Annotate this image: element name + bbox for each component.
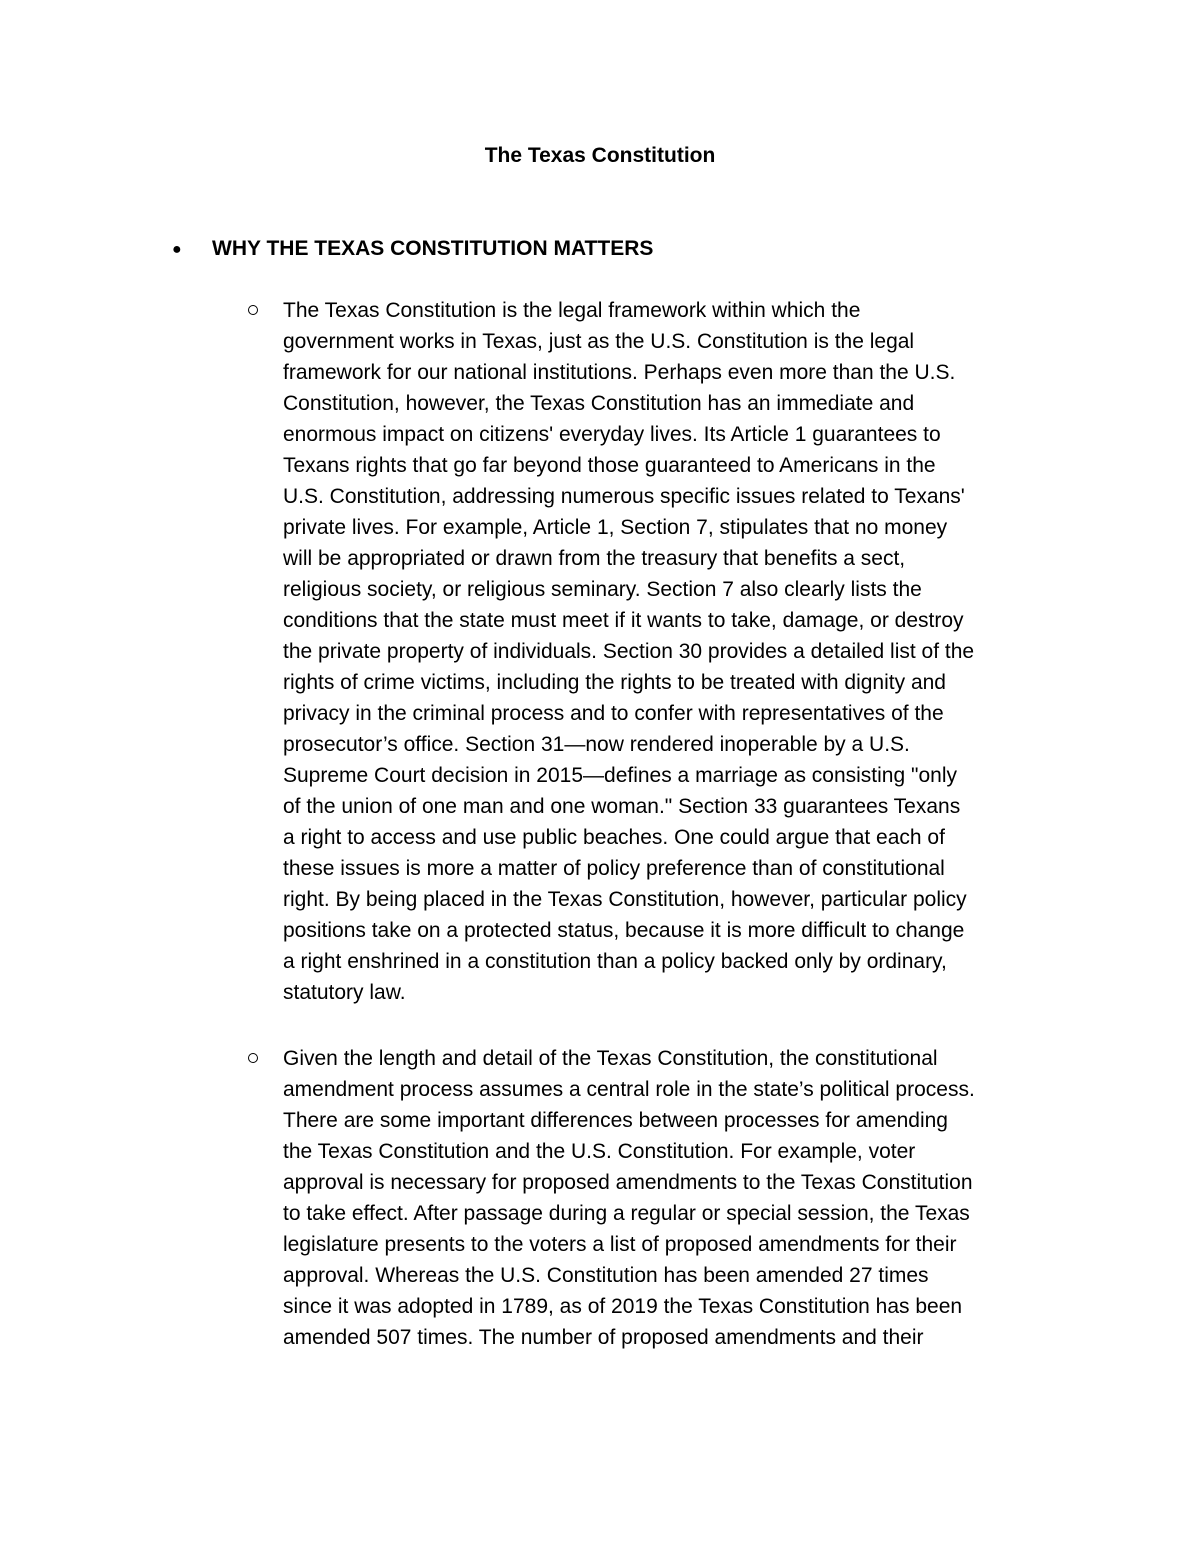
paragraph-line: amendment process assumes a central role in the state’s political process. — [283, 1078, 975, 1101]
paragraph-line: since it was adopted in 1789, as of 2019 the Texas Constitution has been — [283, 1295, 963, 1318]
document-title: The Texas Constitution — [484, 144, 716, 167]
paragraph-line: will be appropriated or drawn from the treasury that benefits a sect, — [283, 547, 906, 570]
paragraph-line: government works in Texas, just as the U.S. Constitution is the legal — [283, 330, 915, 353]
paragraph-line: U.S. Constitution, addressing numerous specific issues related to Texans' — [283, 485, 965, 508]
paragraph-line: religious society, or religious seminary. Section 7 also clearly lists the — [283, 578, 922, 601]
paragraph-line: Constitution, however, the Texas Constitution has an immediate and — [283, 392, 915, 415]
paragraph-line: amended 507 times. The number of proposed amendments and their — [283, 1326, 924, 1349]
paragraph-line: approval is necessary for proposed amendments to the Texas Constitution — [283, 1171, 973, 1194]
paragraph-1-lines — [283, 295, 1073, 1008]
paragraph-line: The Texas Constitution is the legal framework within which the — [283, 299, 861, 322]
bullet-icon: ● — [172, 241, 182, 258]
paragraph-line: right. By being placed in the Texas Constitution, however, particular policy — [283, 888, 967, 911]
paragraph-line: a right enshrined in a constitution than a policy backed only by ordinary, — [283, 950, 947, 973]
paragraph-line: positions take on a protected status, because it is more difficult to change — [283, 919, 965, 942]
paragraph-line: conditions that the state must meet if it wants to take, damage, or destroy — [283, 609, 964, 632]
paragraph-2 — [283, 1043, 1073, 1353]
paragraph-line: framework for our national institutions. Perhaps even more than the U.S. — [283, 361, 956, 384]
paragraph-line: a right to access and use public beaches. One could argue that each of — [283, 826, 945, 849]
paragraph-line: prosecutor’s office. Section 31—now rendered inoperable by a U.S. — [283, 733, 910, 756]
paragraph-line: statutory law. — [283, 981, 406, 1004]
paragraph-line: these issues is more a matter of policy preference than of constitutional — [283, 857, 945, 880]
paragraph-line: Texans rights that go far beyond those guaranteed to Americans in the — [283, 454, 936, 477]
paragraph-line: private lives. For example, Article 1, Section 7, stipulates that no money — [283, 516, 948, 539]
paragraph-1 — [283, 295, 1073, 1008]
hollow-bullet-icon — [248, 305, 258, 315]
paragraph-line: legislature presents to the voters a list of proposed amendments for their — [283, 1233, 957, 1256]
paragraph-line: enormous impact on citizens' everyday lives. Its Article 1 guarantees to — [283, 423, 941, 446]
paragraph-line: the private property of individuals. Section 30 provides a detailed list of the — [283, 640, 975, 663]
paragraph-line: the Texas Constitution and the U.S. Constitution. For example, voter — [283, 1140, 916, 1163]
section-heading-text: WHY THE TEXAS CONSTITUTION MATTERS — [212, 237, 654, 260]
paragraph-2-lines — [283, 1043, 1073, 1353]
paragraph-line: approval. Whereas the U.S. Constitution has been amended 27 times — [283, 1264, 929, 1287]
paragraph-line: Given the length and detail of the Texas Constitution, the constitutional — [283, 1047, 938, 1070]
paragraph-line: to take effect. After passage during a regular or special session, the Texas — [283, 1202, 970, 1225]
paragraph-line: Supreme Court decision in 2015—defines a marriage as consisting "only — [283, 764, 957, 787]
paragraph-line: privacy in the criminal process and to confer with representatives of the — [283, 702, 944, 725]
paragraph-line: rights of crime victims, including the rights to be treated with dignity and — [283, 671, 946, 694]
paragraph-line: of the union of one man and one woman." Section 33 guarantees Texans — [283, 795, 961, 818]
hollow-bullet-icon — [248, 1053, 258, 1063]
paragraph-line: There are some important differences between processes for amending — [283, 1109, 948, 1132]
section-heading — [172, 234, 653, 265]
